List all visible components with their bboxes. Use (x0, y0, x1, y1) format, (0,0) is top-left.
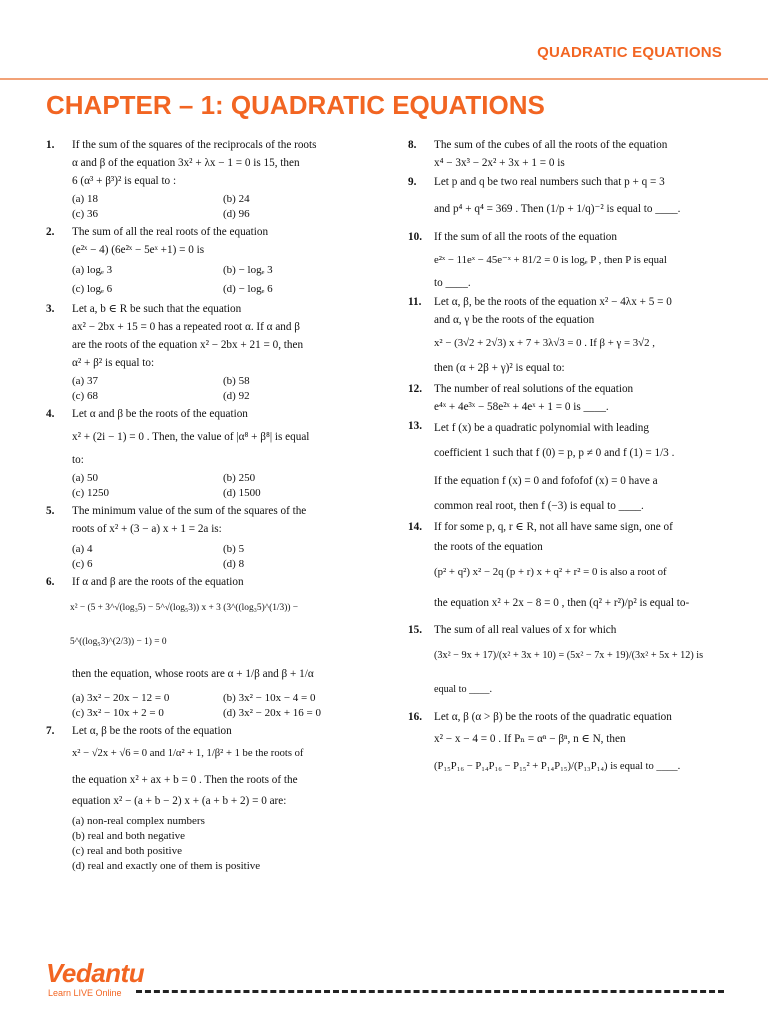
answer-options (72, 192, 364, 222)
question-text: The number of real solutions of the equation (434, 383, 634, 395)
option-d: (d) − logₑ 6 (223, 283, 273, 295)
question-text: The sum of the cubes of all the roots of the equation (434, 139, 668, 151)
question-text: ax² − 2bx + 15 = 0 has a repeated root α. If α and β (72, 321, 300, 333)
question-text: Let a, b ∈ R be such that the equation (72, 303, 242, 315)
answer-options (72, 814, 364, 874)
question-number: 7. (46, 725, 55, 737)
option-d: (d) 3x² − 20x + 16 = 0 (223, 707, 321, 719)
question-text: the roots of the equation (434, 541, 543, 553)
question-text: roots of x² + (3 − a) x + 1 = 2a is: (72, 523, 222, 535)
question-text: the equation x² + ax + b = 0 . Then the roots of the (72, 774, 298, 786)
option-d: (d) 96 (223, 208, 250, 220)
question-4 (46, 405, 364, 501)
option-c: (c) logₑ 6 (72, 283, 113, 295)
answer-options (72, 374, 364, 404)
option-a: (a) 37 (72, 375, 98, 387)
question-text: then the equation, whose roots are α + 1/β and β + 1/α (72, 668, 314, 680)
question-text: equation x² − (a + b − 2) x + (a + b + 2) = 0 are: (72, 795, 287, 807)
question-number: 12. (408, 383, 422, 395)
question-number: 2. (46, 226, 55, 238)
question-number: 16. (408, 711, 422, 723)
question-number: 10. (408, 231, 422, 243)
option-a: (a) logₑ 3 (72, 264, 113, 276)
question-number: 14. (408, 521, 422, 533)
question-number: 1. (46, 139, 55, 151)
question-text: to: (72, 454, 84, 466)
question-text: then (α + 2β + γ)² is equal to: (434, 362, 565, 374)
question-5 (46, 502, 364, 572)
question-text: common real root, then f (−3) is equal to ____. (434, 500, 644, 512)
question-number: 3. (46, 303, 55, 315)
question-16 (408, 708, 724, 782)
option-c: (c) 1250 (72, 487, 109, 499)
question-text: If the sum of the squares of the reciprocals of the roots (72, 139, 317, 151)
question-text: (3x² − 9x + 17)/(x² + 3x + 10) = (5x² − 7x + 19)/(3x² + 5x + 12) is equal to ____. (434, 650, 704, 695)
question-text: α and β of the equation 3x² + λx − 1 = 0 is 15, then (72, 157, 300, 169)
right-column (408, 136, 724, 783)
question-number: 13. (408, 420, 422, 432)
question-text: α² + β² is equal to: (72, 357, 155, 369)
option-b: (b) − logₑ 3 (223, 264, 273, 276)
question-text: If the sum of all the roots of the equation (434, 231, 617, 243)
question-text: e⁴ˣ + 4e³ˣ − 58e²ˣ + 4eˣ + 1 = 0 is ____. (434, 401, 609, 413)
question-15 (408, 621, 724, 707)
option-c: (c) 68 (72, 390, 98, 402)
question-8 (408, 136, 724, 172)
question-9 (408, 173, 724, 227)
option-a: (a) 4 (72, 543, 93, 555)
question-number: 15. (408, 624, 422, 636)
question-text: If α and β are the roots of the equation (72, 576, 244, 588)
question-text: and p⁴ + q⁴ = 369 . Then (1/p + 1/q)⁻² is equal to ____. (434, 203, 681, 215)
option-c: (c) 6 (72, 558, 93, 570)
question-text: e²ˣ − 11eˣ − 45e⁻ˣ + 81/2 = 0 is logₑ P , then P is equal (434, 254, 667, 266)
option-a: (a) 50 (72, 472, 98, 484)
option-d: (d) 1500 (223, 487, 261, 499)
question-text: x² − x − 4 = 0 . If Pₙ = αⁿ − βⁿ, n ∈ N, then (434, 733, 626, 745)
question-text: 6 (α³ + β³)² is equal to : (72, 175, 177, 187)
question-text: Let α, β, be the roots of the equation x² − 4λx + 5 = 0 (434, 296, 672, 308)
option-b: (b) 58 (223, 375, 250, 387)
question-number: 5. (46, 505, 55, 517)
answer-options (72, 261, 364, 299)
left-column (46, 136, 364, 875)
question-text: x² − (3√2 + 2√3) x + 7 + 3λ√3 = 0 . If β + γ = 3√2 , (434, 337, 655, 349)
option-b: (b) 250 (223, 472, 256, 484)
option-b: (b) 24 (223, 193, 250, 205)
question-text: If the equation f (x) = 0 and fofofof (x) = 0 have a (434, 475, 658, 487)
question-number: 6. (46, 576, 55, 588)
question-11 (408, 293, 724, 379)
question-text: Let α, β (α > β) be the roots of the quadratic equation (434, 711, 672, 723)
question-text: (e²ˣ − 4) (6e²ˣ − 5eˣ +1) = 0 is (72, 244, 205, 256)
option-a: (a) 18 (72, 193, 98, 205)
question-number: 9. (408, 176, 417, 188)
footer-dashed-rule (136, 990, 724, 993)
question-text: Let α, β be the roots of the equation (72, 725, 232, 737)
question-text: Let p and q be two real numbers such that p + q = 3 (434, 176, 665, 188)
question-text: x² + (2i − 1) = 0 . Then, the value of |α⁸ + β⁸| is equal (72, 431, 310, 443)
option-b: (b) 5 (223, 543, 245, 555)
vedantu-logo: Vedantu (46, 958, 145, 988)
question-number: 11. (408, 296, 422, 308)
option-b: (b) 3x² − 10x − 4 = 0 (223, 692, 316, 704)
question-3 (46, 300, 364, 404)
question-text: Let f (x) be a quadratic polynomial with leading (434, 422, 649, 434)
option-d: (d) real and exactly one of them is positive (72, 860, 261, 872)
question-10 (408, 228, 724, 292)
header-rule (0, 78, 768, 80)
tagline: Learn LIVE Online (48, 988, 122, 998)
question-12 (408, 380, 724, 416)
running-title: QUADRATIC EQUATIONS (537, 44, 722, 61)
option-d: (d) 92 (223, 390, 250, 402)
question-number: 8. (408, 139, 417, 151)
question-text: are the roots of the equation x² − 2bx + 21 = 0, then (72, 339, 304, 351)
answer-options (72, 542, 364, 572)
question-text: (P₁₅P₁₆ − P₁₄P₁₆ − P₁₅² + P₁₄P₁₅)/(P₁₃P₁₄) is equal to ____. (434, 761, 681, 772)
question-text: to ____. (434, 277, 471, 289)
question-text: coefficient 1 such that f (0) = p, p ≠ 0 and f (1) = 1/3 . (434, 447, 675, 459)
question-text: (p² + q²) x² − 2q (p + r) x + q² + r² = 0 is also a root of (434, 566, 667, 578)
answer-options (72, 691, 364, 721)
option-c: (c) 3x² − 10x + 2 = 0 (72, 707, 164, 719)
question-14 (408, 518, 724, 620)
option-a: (a) 3x² − 20x − 12 = 0 (72, 692, 170, 704)
question-6 (46, 573, 364, 721)
question-1 (46, 136, 364, 222)
footer-brand (46, 958, 146, 998)
question-7 (46, 722, 364, 874)
question-text: x² − √2x + √6 = 0 and 1/α² + 1, 1/β² + 1 be the roots of (72, 748, 304, 759)
question-text: and α, γ be the roots of the equation (434, 314, 595, 326)
question-text: x⁴ − 3x³ − 2x² + 3x + 1 = 0 is (434, 157, 565, 169)
question-text: Let α and β be the roots of the equation (72, 408, 248, 420)
answer-options (72, 471, 364, 501)
option-c: (c) 36 (72, 208, 98, 220)
question-text: The sum of all the real roots of the equation (72, 226, 269, 238)
question-2 (46, 223, 364, 299)
option-b: (b) real and both negative (72, 830, 186, 842)
question-number: 4. (46, 408, 55, 420)
question-13 (408, 417, 724, 517)
option-d: (d) 8 (223, 558, 245, 570)
question-text: The sum of all real values of x for which (434, 624, 617, 636)
chapter-title: CHAPTER – 1: QUADRATIC EQUATIONS (46, 90, 545, 120)
option-a: (a) non-real complex numbers (72, 815, 205, 827)
question-text: If for some p, q, r ∈ R, not all have same sign, one of (434, 521, 673, 533)
question-text: The minimum value of the sum of the squares of the (72, 505, 307, 517)
question-text: the equation x² + 2x − 8 = 0 , then (q² + r²)/p² is equal to- (434, 597, 690, 609)
option-c: (c) real and both positive (72, 845, 182, 857)
question-equation: x² − (5 + 3^√(log₃5) − 5^√(log₅3)) x + 3 (3^((log₃5)^(1/3)) − 5^((log₅3)^(2/3)) − 1) = 0 (70, 603, 299, 647)
